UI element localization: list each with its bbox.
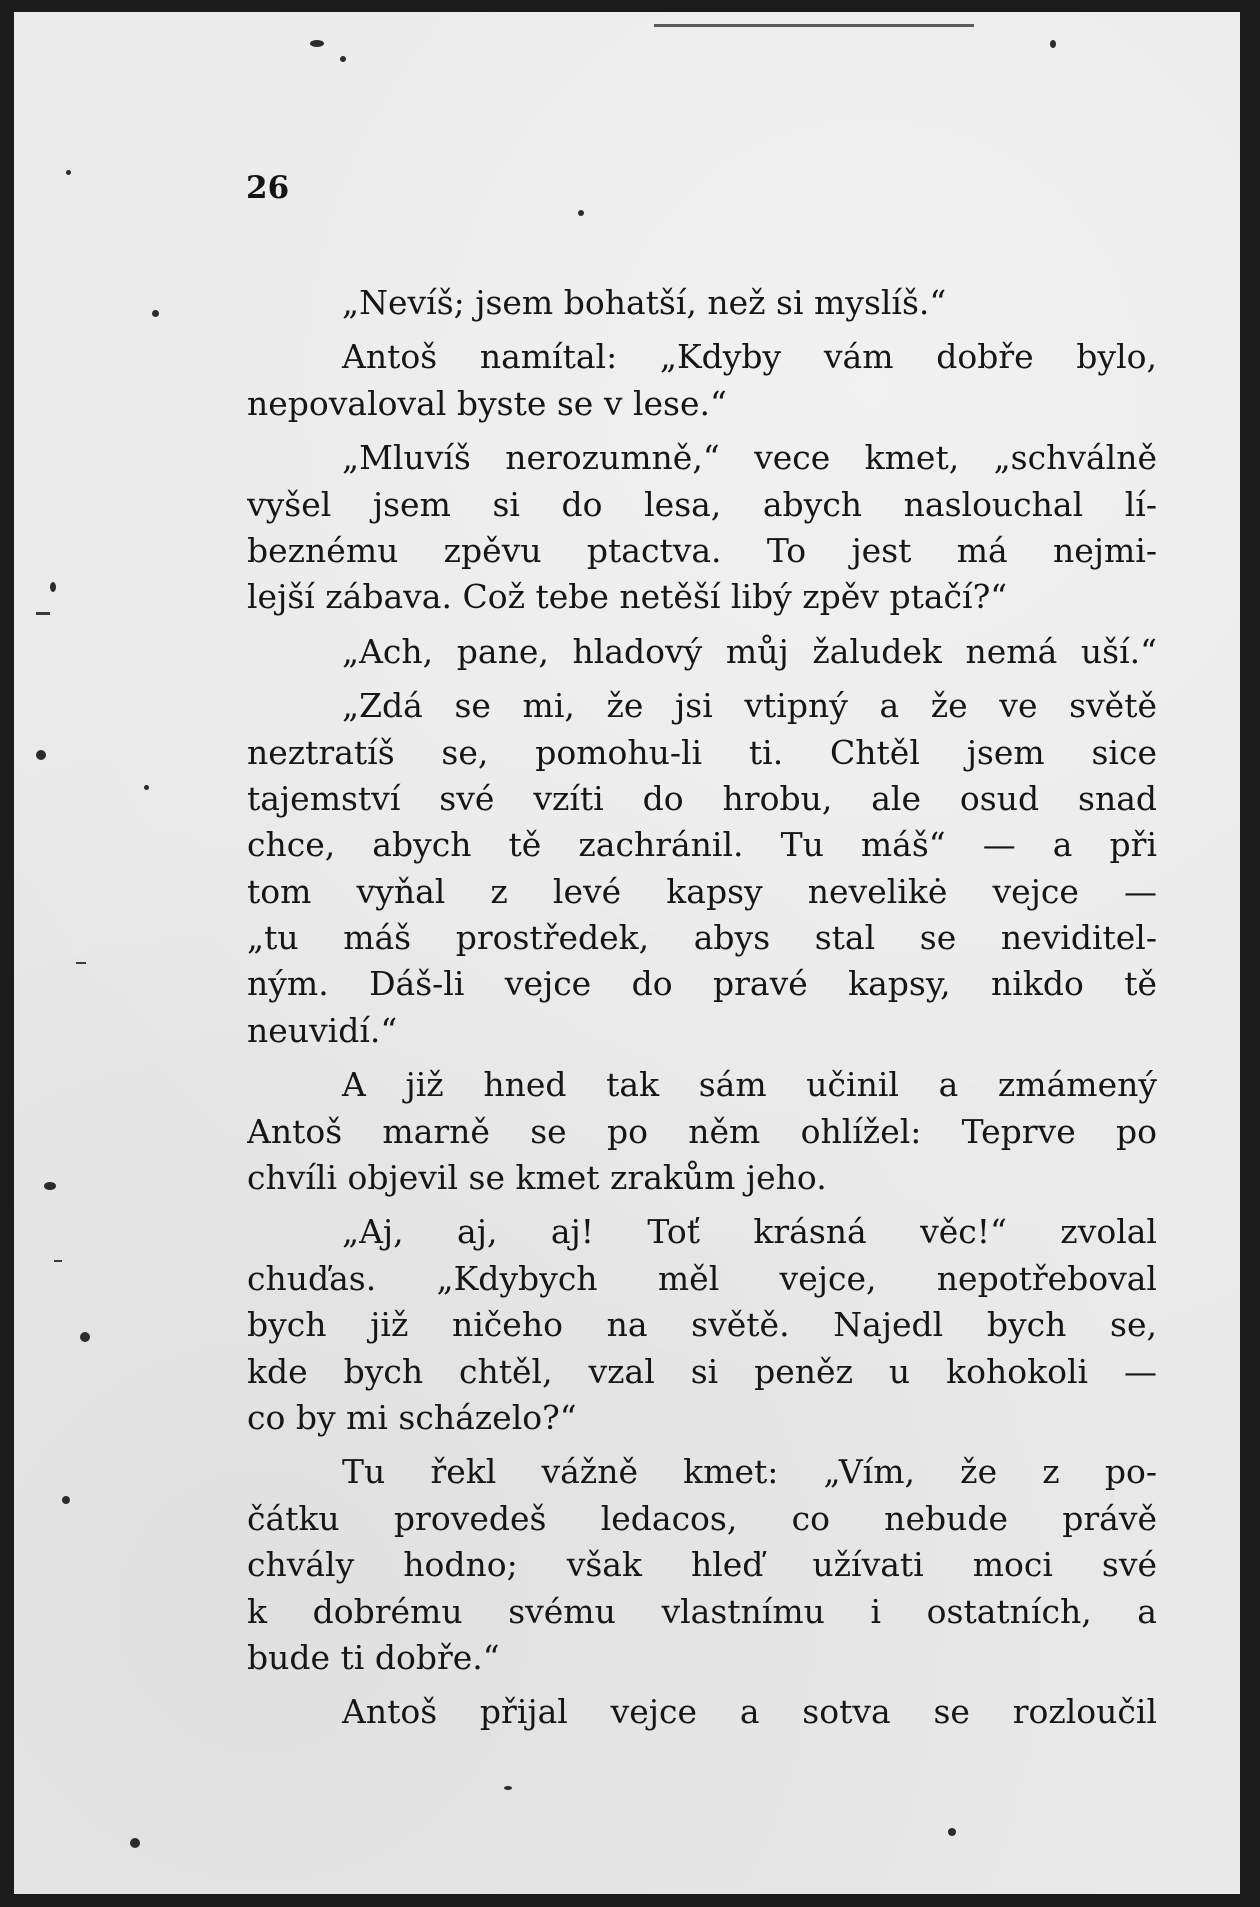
scan-speck <box>310 40 324 47</box>
text-line: k dobrému svému vlastnímu i ostatních, a <box>247 1591 1157 1631</box>
text-line: „Ach, pane, hladový můj žaludek nemá uší.“ <box>342 631 1157 671</box>
scan-mark <box>54 1260 62 1262</box>
text-line: co by mi scházelo?“ <box>247 1397 577 1437</box>
text-line: „tu máš prostředek, abys stal se neviditel- <box>247 918 1157 958</box>
text-line: chce, abych tě zachránil. Tu máš“ — a při <box>247 825 1157 865</box>
text-line: čátku provedeš ledacos, co nebude právě <box>247 1498 1157 1538</box>
text-line: A již hned tak sám učinil a zmámený <box>342 1065 1157 1105</box>
scan-speck <box>1050 40 1056 48</box>
scan-mark <box>76 962 86 964</box>
paragraph <box>247 1449 1157 1681</box>
text-line: „Aj, aj, aj! Toť krásná věc!“ zvolal <box>342 1212 1157 1252</box>
paragraph-gap <box>247 1201 1157 1209</box>
scan-speck <box>130 1838 140 1848</box>
page-number: 26 <box>246 170 290 206</box>
paragraph <box>247 1689 1157 1735</box>
text-line: beznému zpěvu ptactva. To jest má nejmi- <box>247 530 1157 570</box>
paragraph <box>247 683 1157 1054</box>
scan-speck <box>948 1828 956 1836</box>
scan-mark <box>36 612 50 615</box>
paragraph-gap <box>247 427 1157 435</box>
paragraph <box>247 629 1157 675</box>
text-line: „Nevíš; jsem bohatší, než si myslíš.“ <box>342 283 947 322</box>
text-line: Antoš přijal vejce a sotva se rozloučil <box>342 1692 1157 1732</box>
text-line: kde bych chtěl, vzal si peněz u kohokoli — <box>247 1351 1157 1391</box>
scan-speck <box>62 1496 70 1504</box>
paragraph-gap <box>247 621 1157 629</box>
paragraph <box>247 334 1157 427</box>
paragraph <box>247 280 1157 326</box>
text-line: Antoš namítal: „Kdyby vám dobře bylo, <box>342 337 1157 377</box>
scan-mark <box>654 24 974 27</box>
text-line: tom vyňal z levé kapsy nevelikė vejce — <box>247 871 1157 911</box>
scan-speck <box>504 1786 512 1790</box>
scan-speck <box>36 750 46 760</box>
text-line: bych již ničeho na světě. Najedl bych se, <box>247 1305 1157 1345</box>
text-line: chvály hodno; však hleď užívati moci své <box>247 1545 1157 1585</box>
text-line: chvíli objevil se kmet zrakům jeho. <box>247 1158 827 1198</box>
scan-speck <box>50 582 56 592</box>
text-line: neztratíš se, pomohu-li ti. Chtěl jsem sice <box>247 732 1157 772</box>
paragraph <box>247 1209 1157 1441</box>
text-line: lejší zábava. Což tebe netěší libý zpěv ptačí?“ <box>247 577 1008 617</box>
paragraph-gap <box>247 1681 1157 1689</box>
paragraph-gap <box>247 1054 1157 1062</box>
scan-speck <box>578 210 584 216</box>
scan-speck <box>44 1182 56 1190</box>
text-line: bude ti dobře.“ <box>247 1637 500 1677</box>
paragraph-gap <box>247 1441 1157 1449</box>
text-line: „Mluvíš nerozumně,“ vece kmet, „schválně <box>342 438 1157 478</box>
scan-speck <box>152 310 159 317</box>
text-line: neuvidí.“ <box>247 1010 398 1050</box>
paragraph <box>247 1062 1157 1201</box>
paragraph-gap <box>247 675 1157 683</box>
paragraph-gap <box>247 326 1157 334</box>
text-line: chuďas. „Kdybych měl vejce, nepotřeboval <box>247 1258 1157 1298</box>
text-line: ným. Dáš-li vejce do pravé kapsy, nikdo tě <box>247 964 1157 1004</box>
text-line: vyšel jsem si do lesa, abych naslouchal lí- <box>247 484 1157 524</box>
scan-speck <box>80 1332 90 1342</box>
text-line: „Zdá se mi, že jsi vtipný a že ve světě <box>342 686 1157 726</box>
text-line: Tu řekl vážně kmet: „Vím, že z po- <box>342 1452 1157 1492</box>
paragraph <box>247 435 1157 621</box>
text-line: Antoš marně se po něm ohlížel: Teprve po <box>247 1111 1157 1151</box>
scan-speck <box>340 56 346 62</box>
body-text <box>247 280 1157 1736</box>
text-line: nepovaloval byste se v lese.“ <box>247 383 727 423</box>
text-line: tajemství své vzíti do hrobu, ale osud snad <box>247 778 1157 818</box>
scan-speck <box>144 785 149 790</box>
scan-speck <box>66 170 71 175</box>
book-page <box>14 12 1240 1894</box>
